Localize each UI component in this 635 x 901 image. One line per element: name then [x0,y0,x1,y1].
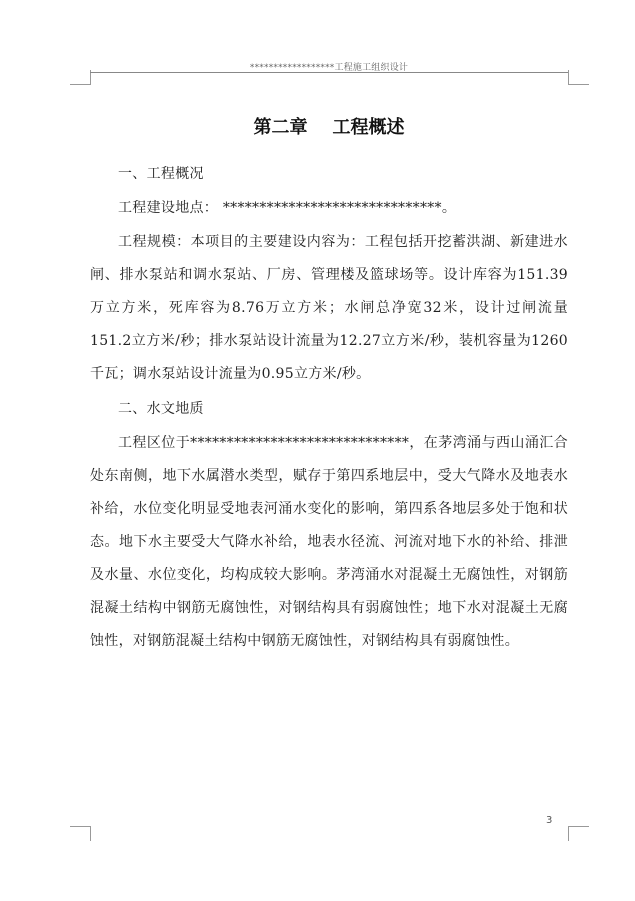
margin-corner-top-left [70,70,91,85]
section-heading-overview [90,158,568,191]
margin-corner-top-right [568,70,589,85]
margin-corner-bottom-right [568,826,589,841]
section-heading-hydrogeology [90,393,568,426]
scale-block [90,226,568,391]
margin-corner-bottom-left [70,826,91,841]
section2-heading: 二、水文地质 [118,401,204,417]
scale-paragraph: 工程规模：本项目的主要建设内容为：工程包括开挖蓄洪湖、新建进水闸、排水泵站和调水泵站、厂房、管理楼及篮球场等。设计库容为151.39万立方米，死库容为8.76万立方米；水闸总净宽32米，设计过闸流量151.2立方米/秒；排水泵站设计流量为12.27立方米/秒，装机容量为1260千瓦；调水泵站设计流量为0.95立方米/秒。 [90,234,568,382]
hydrogeology-block [90,427,568,658]
hydrogeology-paragraph: 工程区位于******************************，在茅湾涌与西山涌汇合处东南侧，地下水属潜水类型，赋存于第四系地层中，受大气降水及地表水补给，水位变化明显受地表河涌水变化的影响，第四系各地层多处于饱和状态。地下水主要受大气降水补给，地表水径流、河流对地下水的补给、排泄及水量、水位变化，均构成较大影响。茅湾涌水对混凝土无腐蚀性，对钢筋混凝土结构中钢筋无腐蚀性，对钢结构具有弱腐蚀性；地下水对混凝土无腐蚀性，对钢筋混凝土结构中钢筋无腐蚀性，对钢结构具有弱腐蚀性。 [90,435,568,649]
location-line: 工程建设地点： ******************************。 [118,200,457,216]
header-divider [90,72,568,73]
page-number: 3 [546,815,553,826]
page-header: ******************工程施工组织设计 [249,63,409,73]
chapter-title: 第二章 工程概述 [253,117,405,138]
location-block [90,192,568,225]
section1-heading: 一、工程概况 [118,166,204,182]
